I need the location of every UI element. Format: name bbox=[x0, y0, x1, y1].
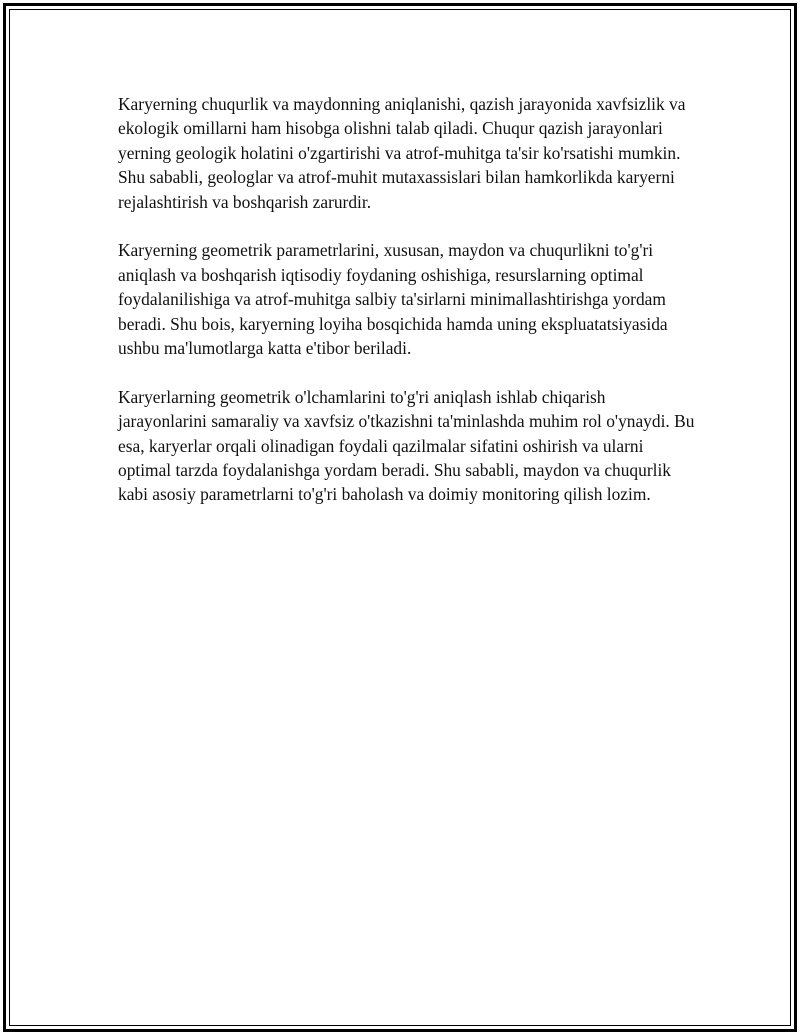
paragraph-3: Karyerlarning geometrik o'lchamlarini to'g'ri aniqlash ishlab chiqarish jarayonlarini samaraliy va xavfsiz o'tkazishni ta'minlashda muhim rol o'ynaydi. Bu esa, karyerlar orqali olinadigan foydali qazilmalar sifatini oshirish va ularni optimal tarzda foydalanishga yordam beradi. Shu sababli, maydon va chuqurlik kabi asosiy parametrlarni to'g'ri baholash va doimiy monitoring qilish lozim. bbox=[118, 386, 695, 505]
document-body bbox=[118, 92, 698, 531]
paragraph-2: Karyerning geometrik parametrlarini, xususan, maydon va chuqurlikni to'g'ri aniqlash va boshqarish iqtisodiy foydaning oshishiga, resurslarning optimal foydalanilishiga va atrof-muhitga salbiy ta'sirlarni minimallashtirishga yordam beradi. Shu bois, karyerning loyiha bosqichida hamda uning ekspluatatsiyasida ushbu ma'lumotlarga katta e'tibor beriladi. bbox=[118, 240, 668, 359]
paragraph-1: Karyerning chuqurlik va maydonning aniqlanishi, qazish jarayonida xavfsizlik va ekologik omillarni ham hisobga olishni talab qiladi. Chuqur qazish jarayonlari yerning geologik holatini o'zgartirishi va atrof-muhitga ta'sir ko'rsatishi mumkin. Shu sababli, geologlar va atrof-muhit mutaxassislari bilan hamkorlikda karyerni rejalashtirish va boshqarish zarurdir. bbox=[118, 94, 686, 212]
